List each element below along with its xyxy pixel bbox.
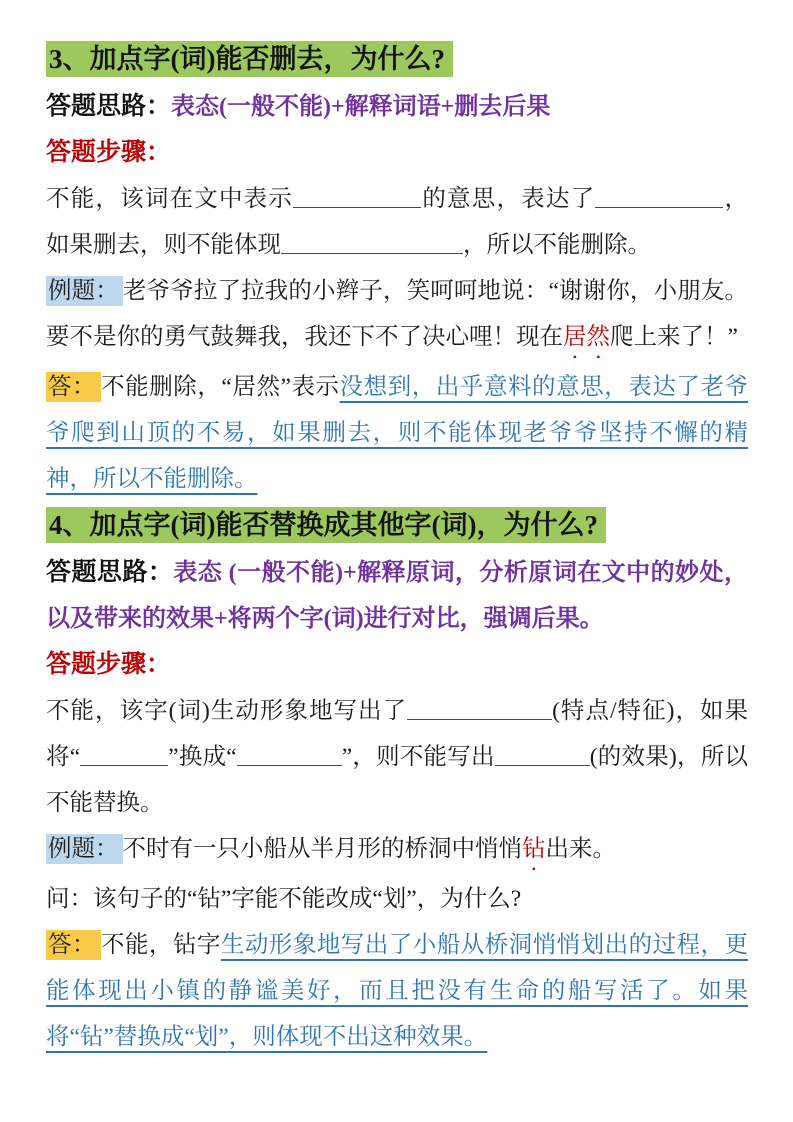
template-text: 不能，该字(词)生动形象地写出了 [46, 698, 408, 724]
section4-answer-label: 答： [46, 930, 101, 960]
blank-line [80, 745, 168, 766]
template-text: (的效果)，所以不能替换。 [46, 744, 748, 816]
emphasis-word: 钻 [522, 836, 546, 862]
section4-route-label: 答题思路： [46, 559, 174, 586]
example-text: 不时有一只小船从半月形的桥洞中悄悄 [122, 836, 522, 862]
section4-steps-label: 答题步骤： [46, 651, 172, 678]
blank-line [281, 233, 463, 254]
section4-steps-row [46, 642, 748, 688]
section3-route-text: 表态(一般不能)+解释词语+删去后果 [171, 94, 551, 120]
example-text: 出来。 [545, 836, 616, 862]
section3-heading-row [46, 36, 748, 84]
section4-fill-template [46, 688, 748, 826]
template-text: ，如果删去，则不能体现 [46, 186, 749, 258]
section4-heading: 4、加点字(词)能否替换成其他字(词)，为什么? [46, 507, 606, 543]
section3-route-row [46, 84, 748, 130]
section3-steps-label: 答题步骤： [46, 139, 172, 166]
question-text: 问：该句子的“钻”字能不能改成“划”，为什么? [46, 886, 522, 912]
emphasis-word: 居然 [563, 324, 610, 350]
section3-example-label: 例题： [46, 276, 123, 306]
template-text: 的意思，表达了 [421, 186, 596, 212]
section3-heading: 3、加点字(词)能否删去，为什么? [46, 41, 453, 77]
section3-fill-template [46, 176, 748, 268]
section4-route-text: 表态 (一般不能)+解释原词，分析原词在文中的妙处，以及带来的效果+将两个字(词)进行对比，强调后果。 [46, 560, 748, 632]
blank-line [237, 745, 342, 766]
blank-line [595, 187, 723, 208]
section4-route-row [46, 550, 748, 642]
answer-text-plain: 不能删除，“居然”表示 [101, 374, 340, 400]
section3-example [46, 268, 748, 364]
example-text: 爬上来了！” [610, 324, 738, 350]
section3-steps-row [46, 130, 748, 176]
answer-text-underlined: 没想到，出乎意料的意思，表达了老爷爷爬到山顶的不易，如果删去，则不能体现老爷爷坚持不懈的精神，所以不能删除。 [46, 374, 749, 492]
blank-line [293, 187, 421, 208]
template-text: ”换成“ [168, 744, 237, 770]
template-text: (特点/特征)，如果将“ [46, 698, 748, 770]
section3-answer [46, 364, 748, 502]
blank-line [407, 699, 552, 720]
template-text: 不能，该词在文中表示 [46, 186, 294, 212]
section3-route-label: 答题思路： [46, 93, 172, 120]
section4-example [46, 826, 748, 876]
section3-answer-label: 答： [46, 372, 101, 402]
answer-text-plain: 不能，钻字 [100, 932, 221, 958]
template-text: ”，则不能写出 [341, 744, 495, 770]
section4-heading-row [46, 502, 748, 550]
example-text: 老爷爷拉了拉我的小辫子，笑呵呵地说：“谢谢你，小朋友。要不是你的勇气鼓舞我，我还下不了决心哩！现在 [46, 278, 748, 350]
section4-question [46, 876, 748, 922]
answer-text-underlined: 生动形象地写出了小船从桥洞悄悄划出的过程，更能体现出小镇的静谧美好，而且把没有生命的船写活了。如果将“钻”替换成“划”，则体现不出这种效果。 [46, 932, 749, 1050]
blank-line [495, 745, 590, 766]
section4-answer [46, 922, 748, 1060]
section4-example-label: 例题： [46, 834, 123, 864]
template-text: ，所以不能删除。 [463, 232, 651, 258]
